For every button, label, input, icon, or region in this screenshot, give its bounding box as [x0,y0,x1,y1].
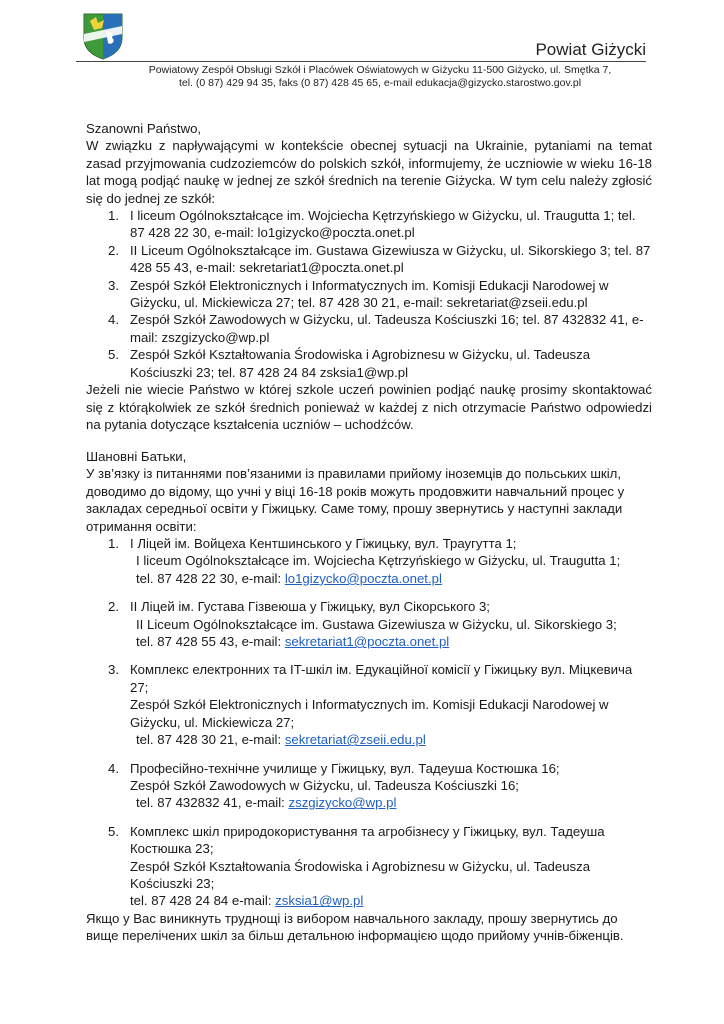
school-email-link[interactable]: zszgizycko@wp.pl [288,795,397,811]
polish-greeting: Szanowni Państwo, [86,121,202,136]
school-name-ua: II Ліцей ім. Густава Гізвеюша у Гіжицьку, вул Сікорського 3; [130,599,490,615]
list-item: 3. Zespół Szkół Elektronicznych i Informatycznych im. Komisji Edukacji Narodowej w Giżycku, ul. Mickiewicza 27; tel. 87 428 30 21, e-mail: sekretariat@zseii.edu.pl [108,277,609,311]
list-item: 5. Zespół Szkół Kształtowania Środowiska i Agrobiznesu w Giżycku, ul. Tadeusza Kościuszki 23; tel. 87 428 24 84 zsksia1@wp.pl [108,347,591,380]
school-name-ua: Комплекс електронних та IT-шкіл ім. Едукаційної комісії у Гіжицьку вул. Міцкевича 27; [130,662,633,695]
school-text: II Liceum Ogólnokształcące im. Gustawa Gizewiusza w Giżycku, ul. Sikorskiego 3; tel. 87 428 55 43, e-mail: sekretariat1@poczta.onet.pl [130,242,651,276]
ukrainian-closing: Якщо у Вас виникнуть труднощі із вибором навчального закладу, прошу звернутись до вище перелічених шкіл за більш детальною інформацією щодо прийому учнів-біженців. [86,910,624,944]
ukrainian-section [86,448,652,945]
school-email-link[interactable]: sekretariat1@poczta.onet.pl [284,634,450,650]
list-item: 3. Комплекс електронних та IT-шкіл ім. Едукаційної комісії у Гіжицьку вул. Міцкевича 27; Zespół Szkół Elektronicznych i Informatycznych im. Komisji Edukacji Narodowej w Giżycku, ul. Mickiewicza 27; tel. 87 428 30 21, e-mail: sekretariat@zseii.edu.pl [108,661,652,748]
school-contact: tel. 87 432832 41, e-mail: zszgizycko@wp.pl [136,795,397,811]
list-item: 4. Професійно-технічне училище у Гіжицьку, вул. Тадеуша Костюшка 16; Zespół Szkół Zawodowych w Giżycku, ul. Tadeusza Kościuszki 16; tel. 87 432832 41, e-mail: zszgizycko@wp.pl [108,760,652,812]
school-email-link[interactable]: zsksia1@wp.pl [275,893,364,909]
school-contact: tel. 87 428 55 43, e-mail: sekretariat1@poczta.onet.pl [136,634,450,650]
school-contact: tel. 87 428 30 21, e-mail: sekretariat@zseii.edu.pl [136,732,426,748]
header-divider [76,61,646,62]
ukrainian-greeting: Шановні Батьки, [86,449,187,464]
school-name-pl: I liceum Ogólnokształcące im. Wojciecha Kętrzyńskiego w Giżycku, ul. Traugutta 1; [136,553,621,569]
polish-closing: Jeżeli nie wiecie Państwo w której szkole uczeń powinien podjąć naukę prosimy skontaktować się z którąkolwiek ze szkół średnich ponieważ w każdej z nich otrzymacie Państwo odpowiedzi na pytania dotyczące kształcenia uczniów – uchodźców. [86,382,652,432]
school-text: I liceum Ogólnokształcące im. Wojciecha Kętrzyńskiego w Giżycku, ul. Traugutta 1; tel. 87 428 22 30, e-mail: lo1gizycko@poczta.onet.pl [130,208,636,241]
school-text: Zespół Szkół Elektronicznych i Informatycznych im. Komisji Edukacji Narodowej w Giżycku, ul. Mickiewicza 27; tel. 87 428 30 21, e-mail: sekretariat@zseii.edu.pl [130,277,609,311]
list-item: 2. II Ліцей ім. Густава Гізвеюша у Гіжицьку, вул Сікорського 3; II Liceum Ogólnokształcące im. Gustawa Gizewiusza w Giżycku, ul. Sikorskiego 3; tel. 87 428 55 43, e-mail: sekretariat1@poczta.onet.pl [108,598,652,650]
county-coat-of-arms-icon [82,12,124,60]
school-contact: tel. 87 428 22 30, e-mail: lo1gizycko@poczta.onet.pl [136,570,442,586]
school-email-link[interactable]: sekretariat@zseii.edu.pl [284,732,426,748]
school-name-ua: Професійно-технічне училище у Гіжицьку, вул. Тадеуша Костюшка 16; [130,760,560,776]
header-address: Powiatowy Zespół Obsługi Szkół i Placówek Oświatowych w Giżycku 11-500 Giżycko, ul. Smętka 7, [148,64,612,76]
polish-school-list [86,207,652,381]
ukrainian-intro: У зв’язку із питаннями пов’язаними із правилами прийому іноземців до польських шкіл, доводимо до відому, що учні у віці 16-18 років можуть продовжити навчальний процес у закладах середньої освіти у Гіжицьку. Саме тому, прошу звернутись у наступні заклади отримання освіти: [86,466,625,534]
ukrainian-school-list [86,535,652,910]
school-name-ua: I Ліцей ім. Войцеха Кентшинського у Гіжицьку, вул. Траугутта 1; [130,536,517,552]
list-item: 4. Zespół Szkół Zawodowych w Giżycku, ul. Tadeusza Kościuszki 16; tel. 87 432832 41, e-mail: zszgizycko@wp.pl [108,312,644,345]
school-name-pl: Zespół Szkół Zawodowych w Giżycku, ul. Tadeusza Kościuszki 16; [130,777,519,793]
list-item: 5. Комплекс шкіл природокористування та агробізнесу у Гіжицьку, вул. Тадеуша Костюшка 23; Zespół Szkół Kształtowania Środowiska i Agrobiznesu w Giżycku, ul. Tadeusza Kościuszki 23; tel. 87 428 24 84 e-mail: zsksia1@wp.pl [108,823,652,910]
list-item: 1. I Ліцей ім. Войцеха Кентшинського у Гіжицьку, вул. Траугутта 1; I liceum Ogólnokształcące im. Wojciecha Kętrzyńskiego w Giżycku, ul. Traugutta 1; tel. 87 428 22 30, e-mail: lo1gizycko@poczta.onet.pl [108,535,652,587]
school-email-link[interactable]: lo1gizycko@poczta.onet.pl [284,570,442,586]
school-name-ua: Комплекс шкіл природокористування та агробізнесу у Гіжицьку, вул. Тадеуша Костюшка 23; [130,823,605,857]
county-name: Powiat Giżycki [535,40,646,59]
school-name-pl: II Liceum Ogólnokształcące im. Gustawa Gizewiusza w Giżycku, ul. Sikorskiego 3; [136,616,617,632]
polish-section [86,120,652,433]
header-contact: tel. (0 87) 429 94 35, faks (0 87) 428 45 65, e-mail edukacja@gizycko.starostwo.gov.pl [178,77,582,89]
school-name-pl: Zespół Szkół Kształtowania Środowiska i Agrobiznesu w Giżycku, ul. Tadeusza Kościuszki 23; [130,858,591,891]
school-text: Zespół Szkół Zawodowych w Giżycku, ul. Tadeusza Kościuszki 16; tel. 87 432832 41, e-mail: zszgizycko@wp.pl [130,312,644,345]
school-name-pl: Zespół Szkół Elektronicznych i Informatycznych im. Komisji Edukacji Narodowej w Giżycku, ul. Mickiewicza 27; [130,697,609,730]
polish-intro: W związku z napływającymi w kontekście obecnej sytuacji na Ukrainie, pytaniami na temat zasad przyjmowania cudzoziemców do polskich szkół, informujemy, że uczniowie w wieku 16-18 lat mogą podjąć naukę w jednej ze szkół średnich na terenie Giżycka. W tym celu należy zgłosić się do jednej ze szkół: [86,138,652,206]
school-contact: tel. 87 428 24 84 e-mail: zsksia1@wp.pl [130,893,364,909]
school-text: Zespół Szkół Kształtowania Środowiska i Agrobiznesu w Giżycku, ul. Tadeusza Kościuszki 23; tel. 87 428 24 84 zsksia1@wp.pl [130,347,591,380]
list-item: 2. II Liceum Ogólnokształcące im. Gustawa Gizewiusza w Giżycku, ul. Sikorskiego 3; tel. 87 428 55 43, e-mail: sekretariat1@poczta.onet.pl [108,242,651,276]
list-item: 1. I liceum Ogólnokształcące im. Wojciecha Kętrzyńskiego w Giżycku, ul. Traugutta 1; tel. 87 428 22 30, e-mail: lo1gizycko@poczta.onet.pl [108,208,636,241]
